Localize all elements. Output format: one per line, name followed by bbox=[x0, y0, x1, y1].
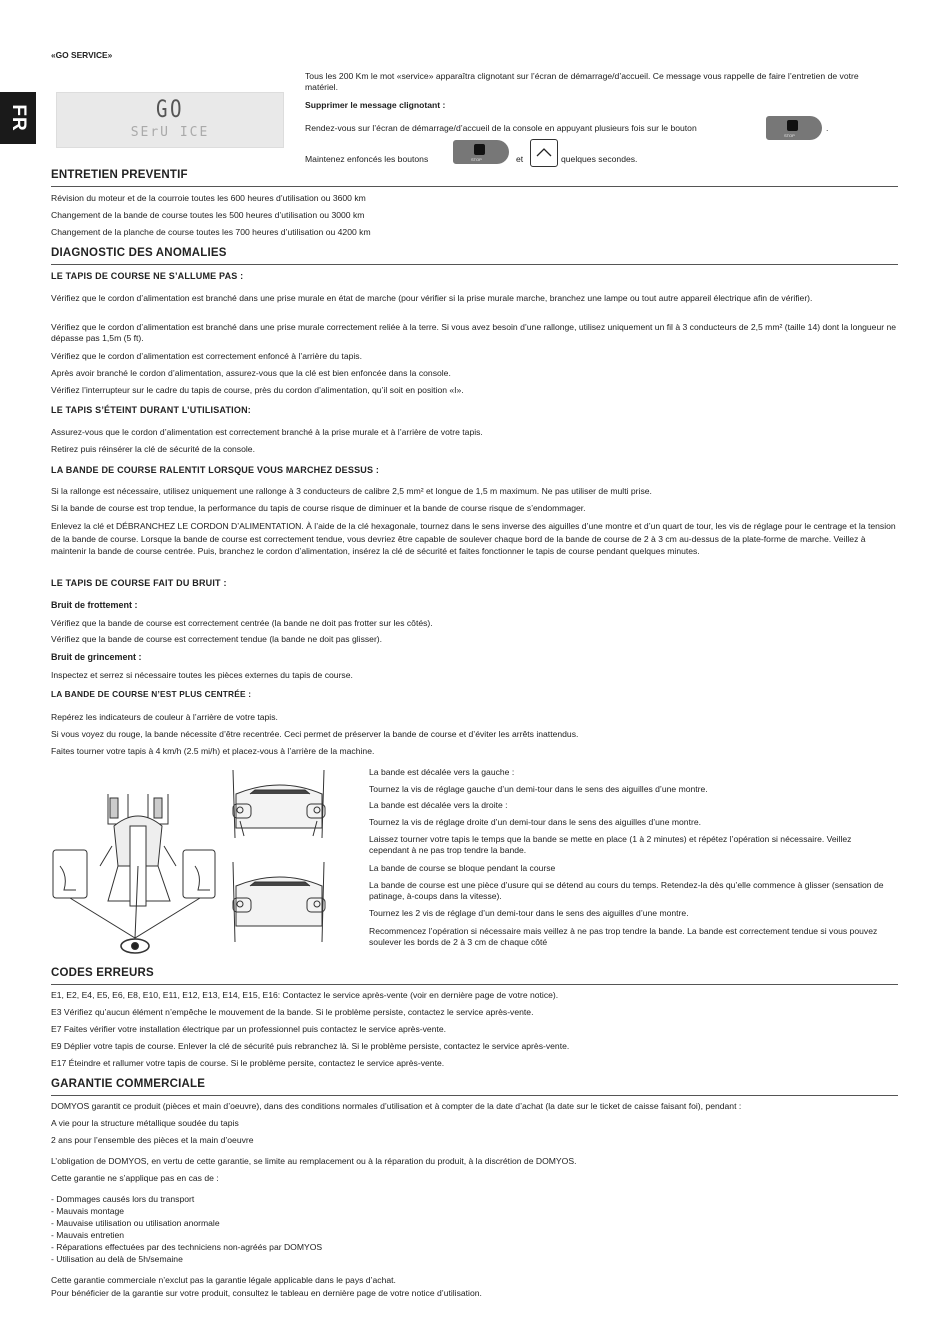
language-tab-label: FR bbox=[8, 104, 29, 132]
go-service-intro: Tous les 200 Km le mot «service» apparaîtra clignotant sur l’écran de démarrage/d’accueil. Ce message vous rappelle de faire l’entretien de votre matériel. bbox=[305, 71, 859, 92]
subsection-title: LE TAPIS S’ÉTEINT DURANT L’UTILISATION: bbox=[51, 405, 251, 415]
list-item: - Mauvais montage bbox=[51, 1205, 322, 1217]
subsection-title: LE TAPIS DE COURSE FAIT DU BRUIT : bbox=[51, 578, 227, 588]
list-item: - Mauvaise utilisation ou utilisation anormale bbox=[51, 1217, 322, 1229]
go-service-heading: «GO SERVICE» bbox=[51, 50, 113, 60]
section-divider bbox=[51, 186, 898, 187]
stop-button-label: STOP bbox=[784, 133, 795, 138]
entretien-line: Changement de la bande de course toutes les 500 heures d’utilisation ou 3000 km bbox=[51, 210, 365, 220]
centering-step: Tournez la vis de réglage droite d’un demi-tour dans le sens des aiguilles d’une montre. bbox=[369, 817, 702, 827]
diagnostic-line: Vérifiez que le cordon d’alimentation est branché dans une prise murale correctement reliée à la terre. Si vous avez besoin d’une rallonge, utilisez uniquement un fil à 3 conducteurs de 2,5 mm² (taille 14) dont la longueur ne dépasse pas 1,5m (5 ft). bbox=[51, 322, 897, 343]
garantie-paragraph: Cette garantie ne s’applique pas en cas de : bbox=[51, 1173, 219, 1183]
diagnostic-line: Si la bande de course est trop tendue, la performance du tapis de course risque de diminuer et la bande de course risque de s’endommager. bbox=[51, 503, 586, 513]
exclusions-list bbox=[51, 1193, 322, 1265]
garantie-paragraph: DOMYOS garantit ce produit (pièces et main d’oeuvre), dans des conditions normales d’utilisation et à compter de la date d’achat (la date sur le ticket de caisse faisant foi), pendant : bbox=[51, 1101, 742, 1111]
list-item: - Réparations effectuées par des techniciens non-agréés par DOMYOS bbox=[51, 1241, 322, 1253]
remove-step-1-end: . bbox=[826, 123, 829, 133]
remove-step-2-c: quelques secondes. bbox=[561, 154, 638, 164]
diagnostic-line: Vérifiez l’interrupteur sur le cadre du tapis de course, près du cordon d’alimentation, qu’il soit en position «I». bbox=[51, 385, 464, 395]
diagnostic-line: Vérifiez que le cordon d’alimentation est correctement enfoncé à l’arrière du tapis. bbox=[51, 351, 362, 361]
centering-step: La bande de course est une pièce d’usure qui se détend au cours du temps. Retendez-la dès qu’elle commence à glisser (sensation de patinage, à-coups dans la vitesse). bbox=[369, 880, 884, 901]
error-code-line: E3 Vérifiez qu’aucun élément n’empêche le mouvement de la bande. Si le problème persiste, contactez le service après-vente. bbox=[51, 1007, 534, 1017]
stop-button-icon bbox=[766, 116, 822, 140]
section-title-garantie: GARANTIE COMMERCIALE bbox=[51, 1078, 206, 1090]
subsection-title: LE TAPIS DE COURSE NE S’ALLUME PAS : bbox=[51, 271, 244, 281]
treadmill-illustration bbox=[50, 766, 360, 958]
diagnostic-line: Vérifiez que la bande de course est correctement centrée (la bande ne doit pas frotter sur les côtés). bbox=[51, 618, 433, 628]
list-item: - Dommages causés lors du transport bbox=[51, 1193, 322, 1205]
diagnostic-line: Après avoir branché le cordon d’alimentation, assurez-vous que la clé est bien enfoncée dans la console. bbox=[51, 368, 451, 378]
stop-button-icon bbox=[453, 140, 509, 164]
list-item: - Utilisation au delà de 5h/semaine bbox=[51, 1253, 322, 1265]
centering-step: Tournez la vis de réglage gauche d’un demi-tour dans le sens des aiguilles d’une montre. bbox=[369, 784, 708, 794]
remove-step-1: Rendez-vous sur l’écran de démarrage/d’accueil de la console en appuyant plusieurs fois sur le bouton bbox=[305, 123, 697, 133]
centering-step: La bande est décalée vers la droite : bbox=[369, 800, 508, 810]
lcd-line-2: SErU ICE bbox=[130, 125, 210, 140]
language-tab bbox=[0, 92, 36, 144]
centering-step: Tournez les 2 vis de réglage d’un demi-tour dans le sens des aiguilles d’une montre. bbox=[369, 908, 689, 918]
lcd-line-1: GO bbox=[156, 95, 184, 123]
noise-subtitle: Bruit de grincement : bbox=[51, 652, 142, 662]
error-code-line: E17 Éteindre et rallumer votre tapis de course. Si le problème persite, contactez le service après-vente. bbox=[51, 1058, 445, 1068]
centering-step: La bande est décalée vers la gauche : bbox=[369, 767, 515, 777]
garantie-paragraph: A vie pour la structure métallique soudée du tapis bbox=[51, 1118, 239, 1128]
error-code-line: E9 Déplier votre tapis de course. Enlever la clé de sécurité puis rebranchez là. Si le problème persiste, contactez le service après-vente. bbox=[51, 1041, 570, 1051]
diagnostic-line: Repérez les indicateurs de couleur à l’arrière de votre tapis. bbox=[51, 712, 278, 722]
noise-subtitle: Bruit de frottement : bbox=[51, 600, 138, 610]
diagnostic-line: Inspectez et serrez si nécessaire toutes les pièces externes du tapis de course. bbox=[51, 670, 353, 680]
garantie-paragraph: Cette garantie commerciale n’exclut pas la garantie légale applicable dans le pays d’achat. bbox=[51, 1275, 396, 1285]
error-code-line: E7 Faites vérifier votre installation électrique par un professionnel puis contactez le service après-vente. bbox=[51, 1024, 447, 1034]
garantie-paragraph: Pour bénéficier de la garantie sur votre produit, consultez le tableau en dernière page de votre notice d’utilisation. bbox=[51, 1288, 482, 1298]
remove-step-2-b: et bbox=[516, 154, 524, 164]
diagnostic-line: Faites tourner votre tapis à 4 km/h (2.5 mi/h) et placez-vous à l’arrière de la machine. bbox=[51, 746, 375, 756]
garantie-paragraph: L’obligation de DOMYOS, en vertu de cette garantie, se limite au remplacement ou à la réparation du produit, à la discrétion de DOMYOS. bbox=[51, 1156, 577, 1166]
remove-message-title: Supprimer le message clignotant : bbox=[305, 100, 446, 110]
entretien-line: Changement de la planche de course toutes les 700 heures d’utilisation ou 4200 km bbox=[51, 227, 371, 237]
section-divider bbox=[51, 264, 898, 265]
diagnostic-line: Si la rallonge est nécessaire, utilisez uniquement une rallonge à 3 conducteurs de calibre 2,5 mm² et longue de 1,5 m maximum. Ne pas utiliser de multi prise. bbox=[51, 486, 652, 496]
stop-button-label: STOP bbox=[471, 157, 482, 162]
diagnostic-line: Vérifiez que la bande de course est correctement tendue (la bande ne doit pas glisser). bbox=[51, 634, 383, 644]
section-divider bbox=[51, 984, 898, 985]
subsection-title: LA BANDE DE COURSE N’EST PLUS CENTRÉE : bbox=[51, 689, 252, 699]
section-divider bbox=[51, 1095, 898, 1096]
garantie-paragraph: 2 ans pour l’ensemble des pièces et la main d’oeuvre bbox=[51, 1135, 254, 1145]
console-lcd-image bbox=[56, 92, 284, 148]
remove-step-2-a: Maintenez enfoncés les boutons bbox=[305, 154, 429, 164]
section-title-entretien: ENTRETIEN PREVENTIF bbox=[51, 169, 188, 181]
centering-step: Recommencez l’opération si nécessaire mais veillez à ne pas trop tendre la bande. La bande est correctement tendue si vous pouvez soulever les bords de 2 à 3 cm de chaque côté bbox=[369, 926, 878, 947]
diagnostic-line: Si vous voyez du rouge, la bande nécessite d’être recentrée. Ceci permet de préserver la bande de course et d’éviter les arrêts inattendus. bbox=[51, 729, 579, 739]
error-code-line: E1, E2, E4, E5, E6, E8, E10, E11, E12, E13, E14, E15, E16: Contactez le service après-vente (voir en dernière page de votre notice). bbox=[51, 990, 559, 1000]
diagnostic-line: Retirez puis réinsérer la clé de sécurité de la console. bbox=[51, 444, 255, 454]
section-title-codes: CODES ERREURS bbox=[51, 967, 154, 979]
list-item: - Mauvais entretien bbox=[51, 1229, 322, 1241]
diagnostic-line: Enlevez la clé et DÉBRANCHEZ LE CORDON D’ALIMENTATION. À l’aide de la clé hexagonale, tournez dans le sens inverse des aiguilles d’une montre et d’un quart de tour, les vis de réglage pour le centrage et la tension de la bande de course. Lorsque la bande de course est correctement tendue, vous devriez être capable de soulever chaque bord de la bande de course de 2 à 3 cm au-dessus de la plate-forme de marche. Veillez à maintenir la bande de course centrée. Puis, branchez le cordon d’alimentation, insérez la clé de sécurité et faites fonctionner le tapis de course pendant quelques minutes. bbox=[51, 521, 896, 556]
section-title-diagnostic: DIAGNOSTIC DES ANOMALIES bbox=[51, 247, 227, 259]
diagnostic-line: Vérifiez que le cordon d’alimentation est branché dans une prise murale en état de marche (pour vérifier si la prise murale marche, branchez une lampe ou tout autre appareil électrique afin de vérifier). bbox=[51, 293, 813, 303]
chevron-up-icon bbox=[530, 139, 558, 167]
subsection-title: LA BANDE DE COURSE RALENTIT LORSQUE VOUS MARCHEZ DESSUS : bbox=[51, 465, 380, 475]
diagnostic-line: Assurez-vous que le cordon d’alimentation est correctement branché à la prise murale et à l’arrière de votre tapis. bbox=[51, 427, 483, 437]
centering-step: Laissez tourner votre tapis le temps que la bande se mette en place (1 à 2 minutes) et répétez l’opération si nécessaire. Veillez cependant à ne pas trop tendre la bande. bbox=[369, 834, 852, 855]
entretien-line: Révision du moteur et de la courroie toutes les 600 heures d’utilisation ou 3600 km bbox=[51, 193, 366, 203]
centering-step: La bande de course se bloque pendant la course bbox=[369, 863, 556, 873]
